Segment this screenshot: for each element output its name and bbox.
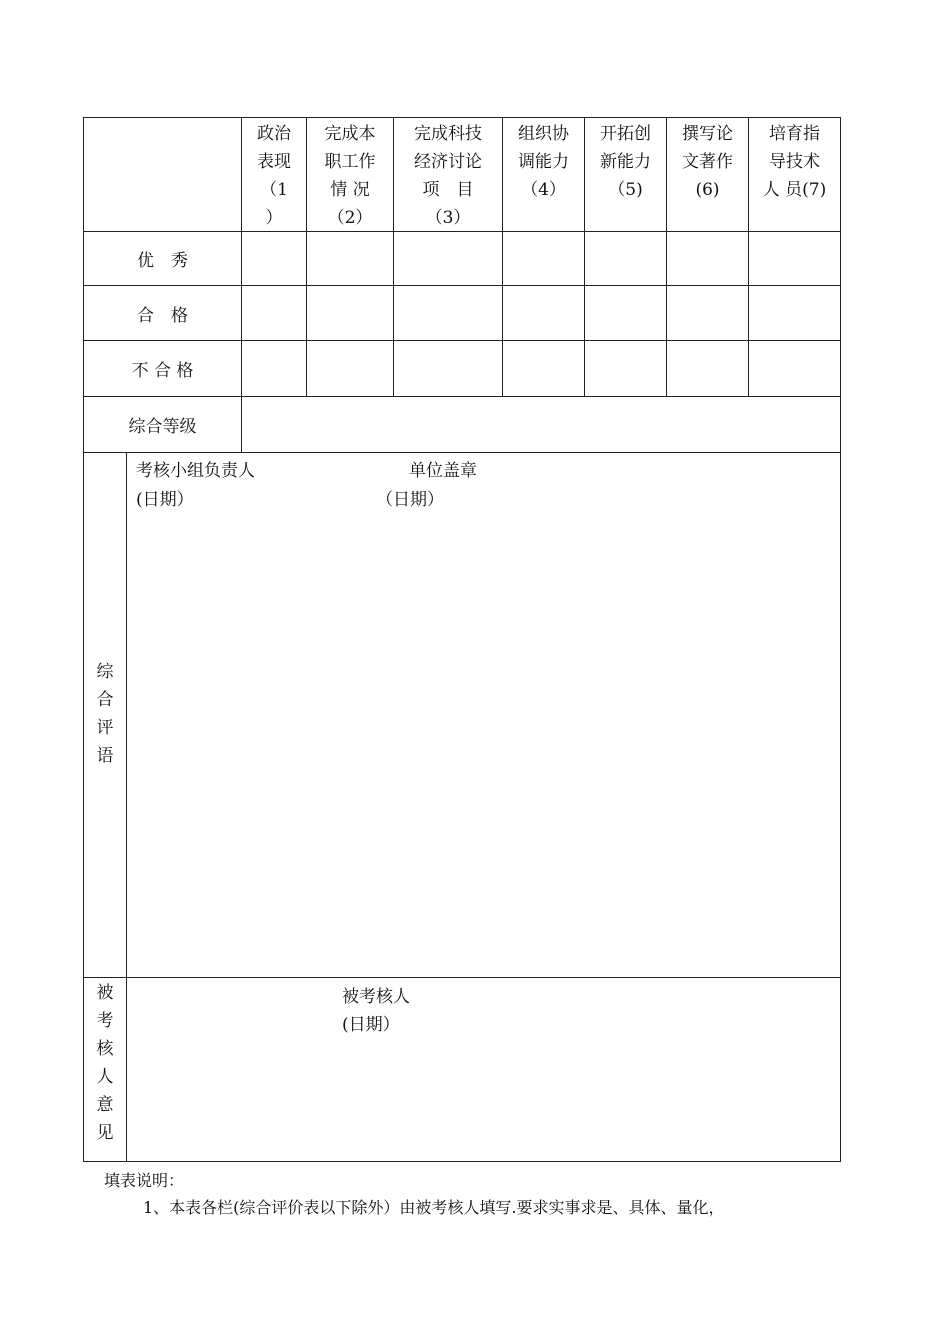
row-label-unqualified: 不 合 格 xyxy=(131,361,194,381)
table-line xyxy=(126,452,127,1162)
opinion-side-label: 被 考 核 人 意 见 xyxy=(96,983,114,1143)
header-papers-written: 撰写论 文著作 (6) xyxy=(682,124,733,200)
header-job-completion: 完成本 职工作 情 况 （2） xyxy=(324,124,376,228)
table-line xyxy=(83,452,841,453)
table-line xyxy=(83,1161,841,1162)
row-label-overall-grade: 综合等级 xyxy=(128,417,197,437)
row-label-qualified: 合 格 xyxy=(137,305,188,326)
notes-item-1: 1、本表各栏(综合评价表以下除外）由被考核人填写.要求实事求是、具体、量化， xyxy=(143,1198,725,1217)
appraisee-label: 被考核人 xyxy=(342,987,410,1007)
header-research-projects: 完成科技 经济讨论 项 目 （3） xyxy=(414,124,482,228)
seal-label: 单位盖章 xyxy=(409,461,477,481)
header-innovation-ability: 开拓创 新能力 （5) xyxy=(600,124,651,200)
notes-title: 填表说明： xyxy=(104,1171,185,1190)
table-line xyxy=(83,117,841,118)
table-line xyxy=(840,117,841,1162)
seal-date: （日期） xyxy=(376,490,444,510)
table-line xyxy=(83,977,841,978)
header-staff-training: 培育指 导技术 人 员(7) xyxy=(762,124,827,200)
header-coordination-ability: 组织协 调能力 （4） xyxy=(518,124,569,200)
comments-side-label: 综 合 评 语 xyxy=(96,662,114,766)
row-label-excellent: 优 秀 xyxy=(137,251,188,271)
appraisee-date: (日期） xyxy=(342,1015,400,1035)
leader-date: (日期） xyxy=(136,490,194,510)
leader-label: 考核小组负责人 xyxy=(136,461,255,481)
header-political-performance: 政治 表现 （1 ） xyxy=(257,124,291,228)
